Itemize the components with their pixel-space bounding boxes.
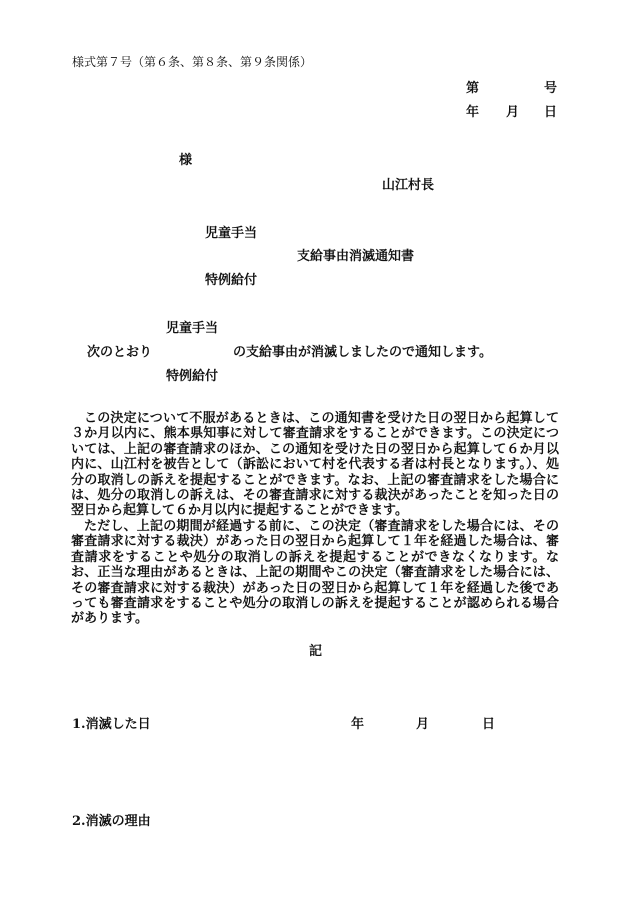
document-title: 支給事由消滅通知書: [297, 249, 415, 264]
title-option-1: 児童手当: [205, 226, 258, 241]
notice-option-1: 児童手当: [166, 321, 219, 336]
date-year: 年: [466, 105, 480, 120]
notice-lead: 次のとおり: [87, 345, 153, 360]
item-1-day: 日: [482, 717, 496, 732]
instructions-paragraph-2: ただし、上記の期間が経過する前に、この決定（審査請求をした場合には、その審査請求に対する裁決）があった日の翌日から起算して１年を経過した場合は、審査請求をすることや処分の取消しの訴えを提起することができなくなります。なお、正当な理由があるときは、上記の期間やこの決定（審査請求をした場合には、その審査請求に対する裁決）があった日の翌日から起算して１年を経過した後であっても審査請求をすることや処分の取消しの訴えを提起することが認められる場合があります。: [71, 519, 559, 627]
issuer: 山江村長: [382, 178, 435, 193]
notice-option-2: 特例給付: [166, 369, 219, 384]
item-1-year: 年: [351, 717, 365, 732]
date-day: 日: [544, 105, 558, 120]
record-heading: 記: [309, 644, 323, 659]
notice-body: の支給事由が消滅しましたので通知します。: [233, 345, 492, 360]
doc-number-suffix: 号: [544, 81, 558, 96]
title-option-2: 特例給付: [205, 273, 258, 288]
item-1-month: 月: [416, 717, 430, 732]
recipient-suffix: 様: [179, 153, 193, 168]
item-1-label: 1.消滅した日: [72, 717, 151, 732]
form-label: 様式第７号（第６条、第８条、第９条関係）: [72, 55, 313, 69]
instructions-paragraph-1: この決定について不服があるときは、この通知書を受けた日の翌日から起算して３か月以内に、熊本県知事に対して審査請求をすることができます。この決定については、上記の審査請求のほか、この通知を受けた日の翌日から起算して６か月以内に、山江村を被告として（訴訟において村を代表する者は村長となります。）、処分の取消しの訴えを提起することができます。なお、上記の審査請求をした場合には、処分の取消しの訴えは、その審査請求に対する裁決があったことを知った日の翌日から起算して６か月以内に提起することができます。: [71, 411, 559, 519]
doc-number-prefix: 第: [466, 81, 480, 96]
item-2-label: 2.消滅の理由: [72, 814, 151, 829]
date-month: 月: [506, 105, 520, 120]
